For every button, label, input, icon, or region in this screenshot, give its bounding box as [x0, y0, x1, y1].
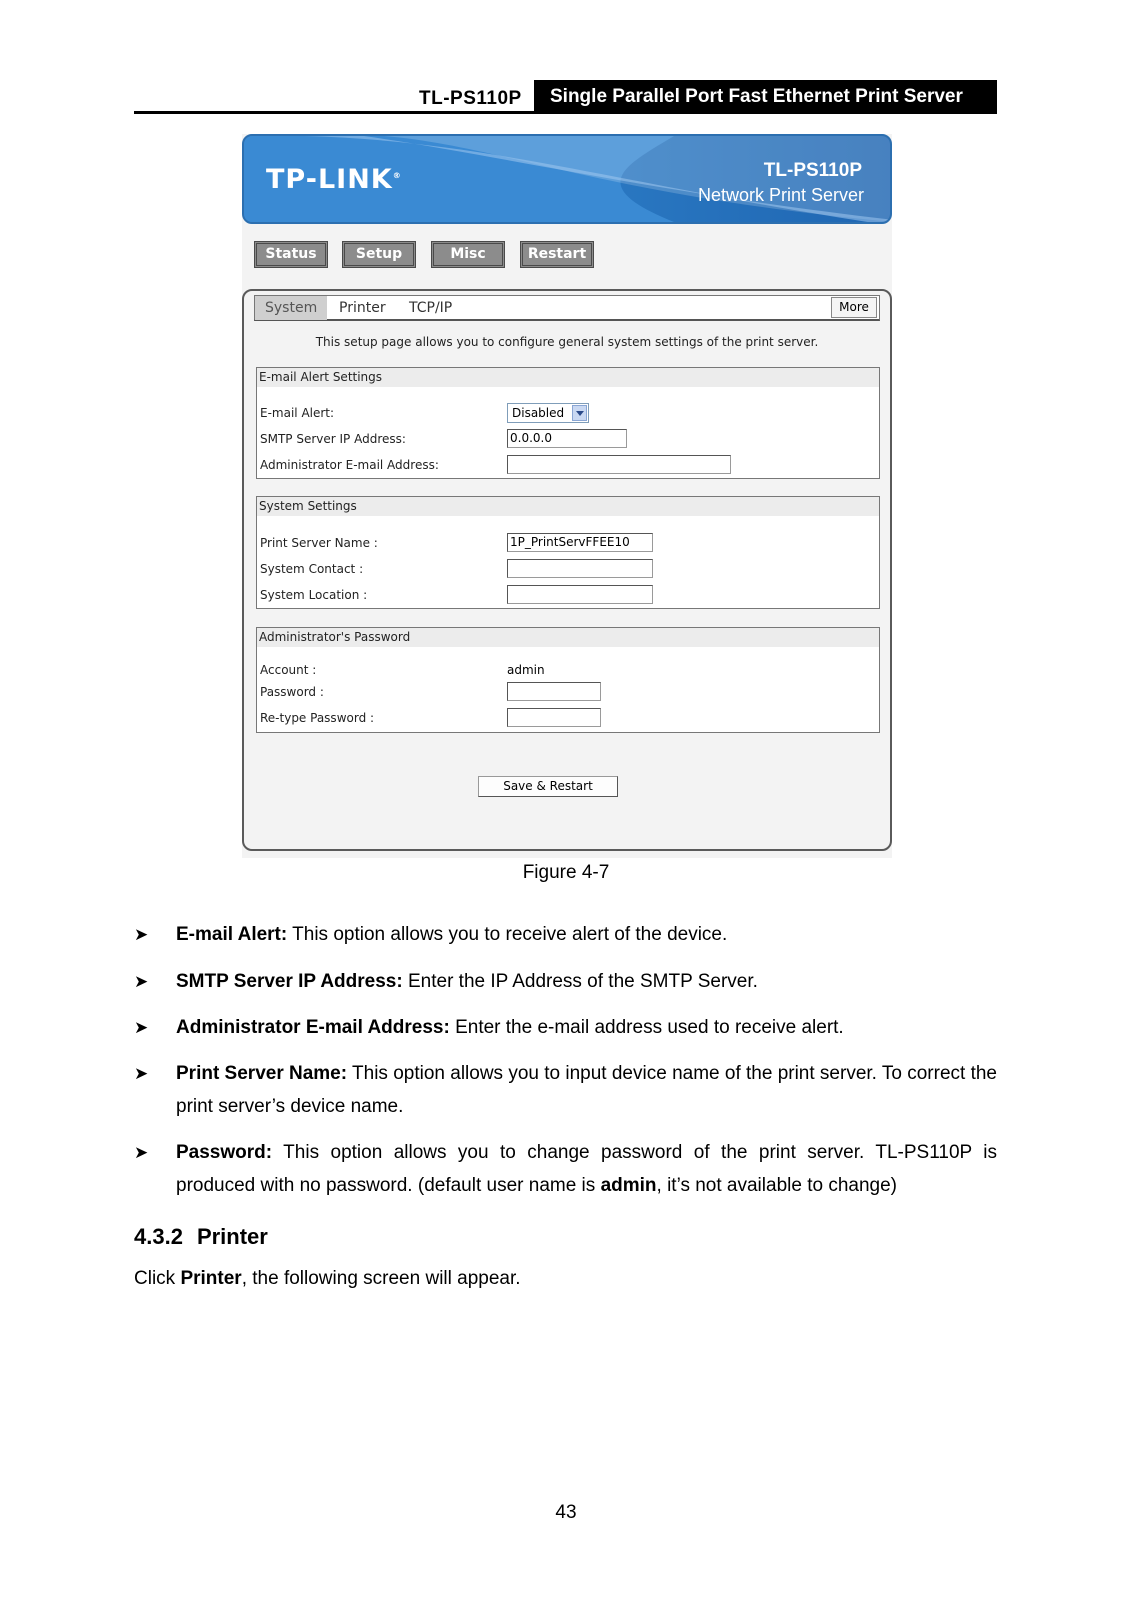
list-item: ➤ Password: This option allows you to change password of the print server. TL-PS110P is produced with no password. (default user name is admin, it’s not available to change) — [134, 1136, 997, 1202]
banner-model: TL-PS110P — [763, 160, 862, 181]
system-contact-label: System Contact : — [260, 562, 364, 576]
email-alert-section — [256, 367, 880, 479]
arrow-bullet-icon: ➤ — [134, 925, 149, 944]
system-settings-title: System Settings — [257, 497, 879, 516]
banner — [242, 134, 892, 224]
nav-misc-button[interactable]: Misc — [431, 241, 505, 268]
arrow-bullet-icon: ➤ — [134, 1064, 149, 1083]
arrow-bullet-icon: ➤ — [134, 1018, 149, 1037]
system-location-label: System Location : — [260, 588, 368, 602]
password-input[interactable] — [507, 682, 601, 701]
smtp-input[interactable]: 0.0.0.0 — [507, 429, 627, 448]
tab-tcpip[interactable]: TCP/IP — [409, 300, 453, 316]
list-item: ➤ SMTP Server IP Address: Enter the IP Address of the SMTP Server. — [134, 965, 997, 998]
top-navigation — [254, 241, 874, 271]
list-item: ➤ E-mail Alert: This option allows you to receive alert of the device. — [134, 918, 997, 951]
section-number: 4.3.2 — [134, 1224, 183, 1249]
brand-logo: TP-LINK® — [266, 164, 402, 195]
list-item: ➤ Administrator E-mail Address: Enter the e-mail address used to receive alert. — [134, 1011, 997, 1044]
page-number: 43 — [555, 1502, 577, 1523]
system-settings-section — [256, 496, 880, 609]
header-product: Single Parallel Port Fast Ethernet Print Server — [534, 80, 997, 111]
email-alert-title: E-mail Alert Settings — [257, 368, 879, 387]
tab-printer[interactable]: Printer — [339, 300, 386, 316]
admin-password-section — [256, 627, 880, 733]
admin-email-input[interactable] — [507, 455, 731, 474]
system-location-input[interactable] — [507, 585, 653, 604]
account-label: Account : — [260, 663, 317, 677]
nav-status-button[interactable]: Status — [254, 241, 328, 268]
body-paragraph: Click Printer, the following screen will appear. — [134, 1268, 521, 1289]
figure-caption: Figure 4-7 — [522, 862, 610, 883]
tab-system[interactable]: System — [255, 296, 327, 320]
document-header — [134, 80, 997, 114]
email-alert-value: Disabled — [512, 406, 565, 420]
admin-password-title: Administrator's Password — [257, 628, 879, 647]
tab-bar — [254, 295, 880, 321]
account-value: admin — [507, 663, 545, 677]
intro-text: This setup page allows you to configure general system settings of the print server. — [315, 335, 819, 349]
arrow-bullet-icon: ➤ — [134, 1143, 149, 1162]
password-label: Password : — [260, 685, 324, 699]
header-model: TL-PS110P — [419, 88, 522, 109]
retype-password-input[interactable] — [507, 708, 601, 727]
email-alert-select[interactable] — [507, 403, 589, 423]
nav-setup-button[interactable]: Setup — [342, 241, 416, 268]
section-title: Printer — [196, 1224, 268, 1249]
arrow-bullet-icon: ➤ — [134, 972, 149, 991]
chevron-down-icon[interactable] — [572, 405, 587, 421]
system-contact-input[interactable] — [507, 559, 653, 578]
section-heading — [134, 1224, 268, 1250]
save-restart-button[interactable]: Save & Restart — [478, 776, 618, 797]
settings-panel — [242, 289, 892, 851]
banner-subtitle: Network Print Server — [697, 185, 864, 205]
smtp-label: SMTP Server IP Address: — [260, 432, 406, 446]
print-server-name-label: Print Server Name : — [260, 536, 378, 550]
print-server-name-input[interactable]: 1P_PrintServFFEE10 — [507, 533, 653, 552]
more-button[interactable]: More — [831, 297, 877, 318]
email-alert-label: E-mail Alert: — [260, 406, 335, 420]
figure-screenshot — [242, 134, 892, 858]
admin-email-label: Administrator E-mail Address: — [260, 458, 439, 472]
list-item: ➤ Print Server Name: This option allows you to input device name of the print server. To correct the print server’s device name. — [134, 1057, 997, 1123]
retype-password-label: Re-type Password : — [260, 711, 375, 725]
nav-restart-button[interactable]: Restart — [520, 241, 594, 268]
